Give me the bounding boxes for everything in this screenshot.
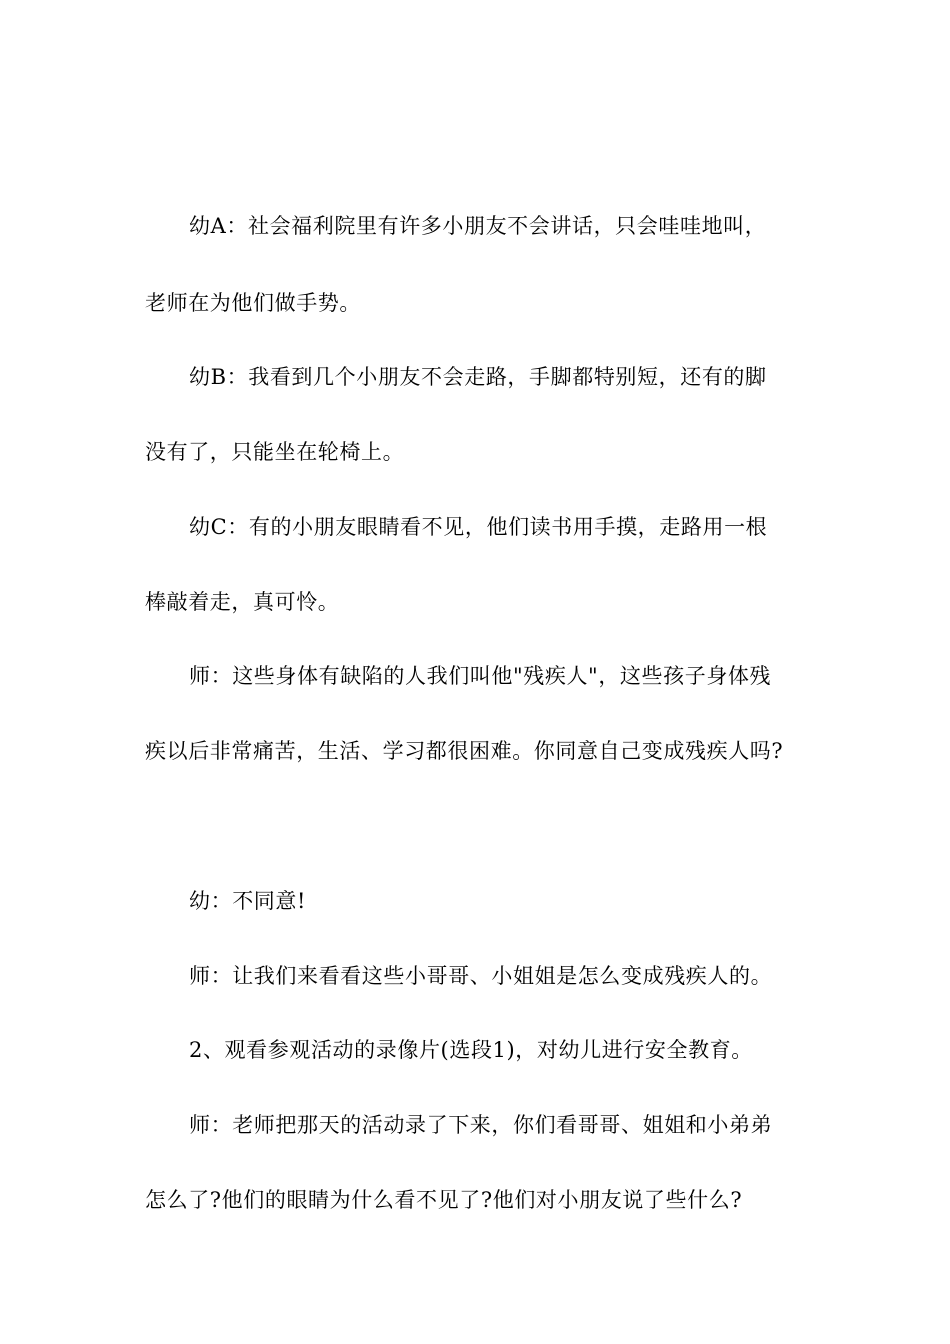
paragraph-8-line-1: 师：老师把那天的活动录了下来，你们看哥哥、姐姐和小弟弟 <box>189 1113 773 1137</box>
paragraph-7-line-1: 2、观看参观活动的录像片(选段1)，对幼儿进行安全教育。 <box>189 1038 753 1062</box>
paragraph-5-line-1: 幼：不同意! <box>189 889 307 913</box>
paragraph-1-line-2: 老师在为他们做手势。 <box>145 291 361 315</box>
paragraph-3-line-2: 棒敲着走，真可怜。 <box>145 590 340 614</box>
paragraph-6-line-1: 师：让我们来看看这些小哥哥、小姐姐是怎么变成残疾人的。 <box>189 964 773 988</box>
paragraph-4-line-2: 疾以后非常痛苦，生活、学习都很困难。你同意自己变成残疾人吗? <box>145 739 784 763</box>
paragraph-1-line-1: 幼A：社会福利院里有许多小朋友不会讲话，只会哇哇地叫， <box>189 214 767 238</box>
paragraph-3-line-1: 幼C：有的小朋友眼睛看不见，他们读书用手摸，走路用一根 <box>189 515 768 539</box>
paragraph-4-line-1: 师：这些身体有缺陷的人我们叫他"残疾人"，这些孩子身体残 <box>189 664 772 688</box>
paragraph-2-line-1: 幼B：我看到几个小朋友不会走路，手脚都特别短，还有的脚 <box>189 365 767 389</box>
paragraph-8-line-2: 怎么了?他们的眼睛为什么看不见了?他们对小朋友说了些什么? <box>145 1188 743 1212</box>
paragraph-2-line-2: 没有了，只能坐在轮椅上。 <box>145 440 405 464</box>
